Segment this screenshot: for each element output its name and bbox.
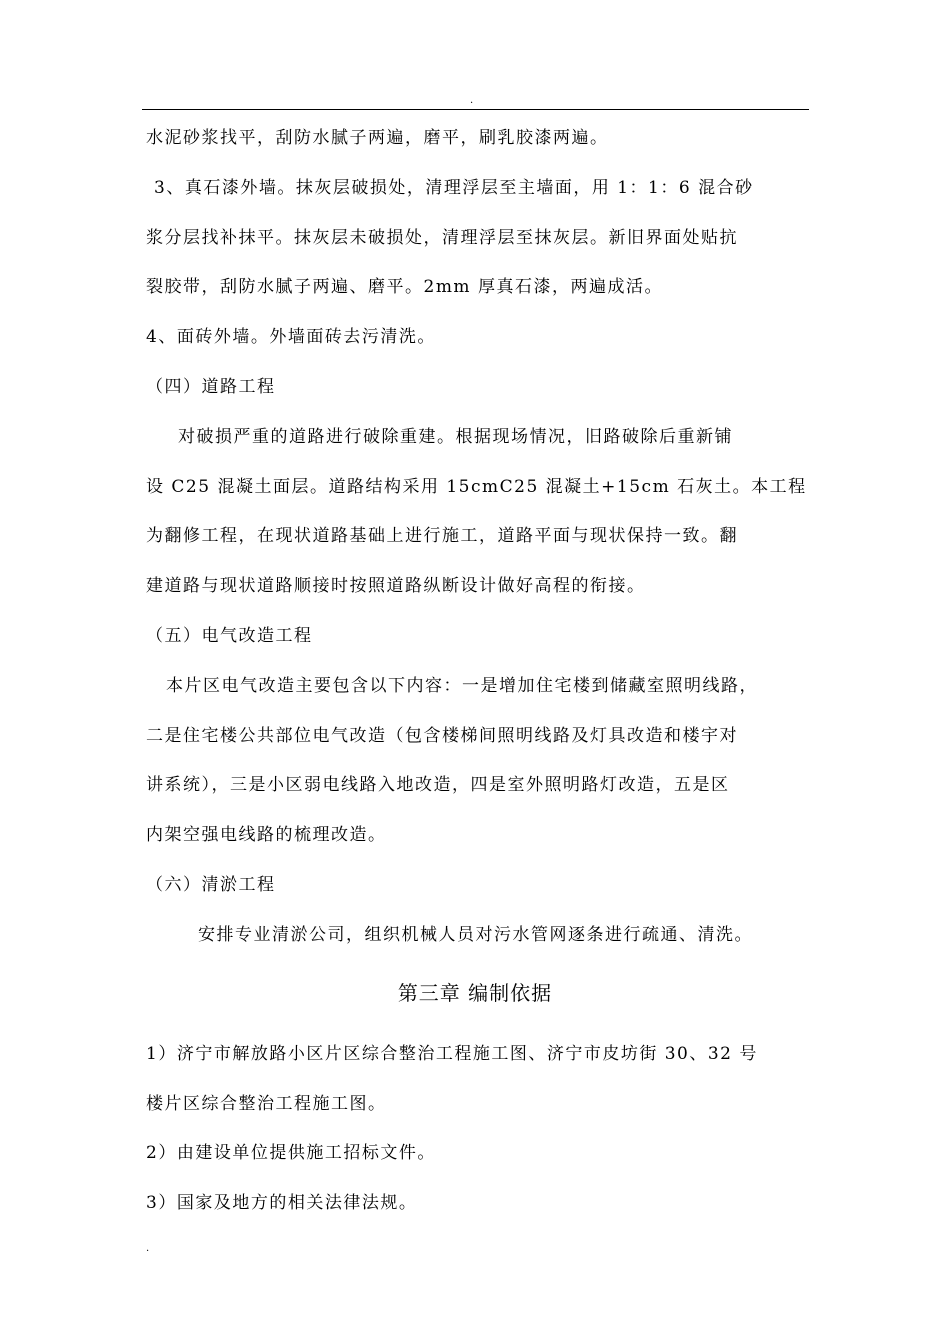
- list-item: 1）济宁市解放路小区片区综合整治工程施工图、济宁市皮坊街 30、32 号: [146, 1044, 758, 1064]
- section-heading: （五）电气改造工程: [146, 626, 313, 646]
- chapter-title: 第三章 编制依据: [397, 981, 553, 1005]
- body-line: 对破损严重的道路进行破除重建。根据现场情况，旧路破除后重新铺: [178, 427, 733, 447]
- body-line: 为翻修工程，在现状道路基础上进行施工，道路平面与现状保持一致。翻: [146, 526, 738, 546]
- body-line: 3、真石漆外墙。抹灰层破损处，清理浮层至主墙面，用 1：1：6 混合砂: [154, 178, 754, 198]
- page-header-mark: .: [470, 95, 474, 106]
- body-line: 二是住宅楼公共部位电气改造（包含楼梯间照明线路及灯具改造和楼宇对: [146, 726, 738, 746]
- body-line: 设 C25 混凝土面层。道路结构采用 15cmC25 混凝土+15cm 石灰土。本工程: [146, 477, 807, 497]
- page-footer-mark: .: [146, 1243, 150, 1254]
- body-line: 本片区电气改造主要包含以下内容：一是增加住宅楼到储藏室照明线路，: [166, 676, 758, 696]
- body-line: 讲系统），三是小区弱电线路入地改造，四是室外照明路灯改造，五是区: [146, 775, 730, 795]
- body-line: 建道路与现状道路顺接时按照道路纵断设计做好高程的衔接。: [146, 576, 646, 596]
- section-heading: （六）清淤工程: [146, 875, 276, 895]
- list-item: 2）由建设单位提供施工招标文件。: [146, 1143, 436, 1163]
- body-line: 浆分层找补抹平。抹灰层未破损处，清理浮层至抹灰层。新旧界面处贴抗: [146, 228, 738, 248]
- body-line: 水泥砂浆找平，刮防水腻子两遍，磨平，刷乳胶漆两遍。: [146, 128, 609, 148]
- section-heading: （四）道路工程: [146, 377, 276, 397]
- body-line: 4、面砖外墙。外墙面砖去污清洗。: [146, 327, 436, 347]
- list-item: 楼片区综合整治工程施工图。: [146, 1094, 387, 1114]
- body-line: 安排专业清淤公司，组织机械人员对污水管网逐条进行疏通、清洗。: [198, 925, 753, 945]
- header-rule: [142, 109, 809, 110]
- body-line: 裂胶带，刮防水腻子两遍、磨平。2mm 厚真石漆，两遍成活。: [146, 277, 663, 297]
- body-line: 内架空强电线路的梳理改造。: [146, 825, 387, 845]
- list-item: 3）国家及地方的相关法律法规。: [146, 1193, 418, 1213]
